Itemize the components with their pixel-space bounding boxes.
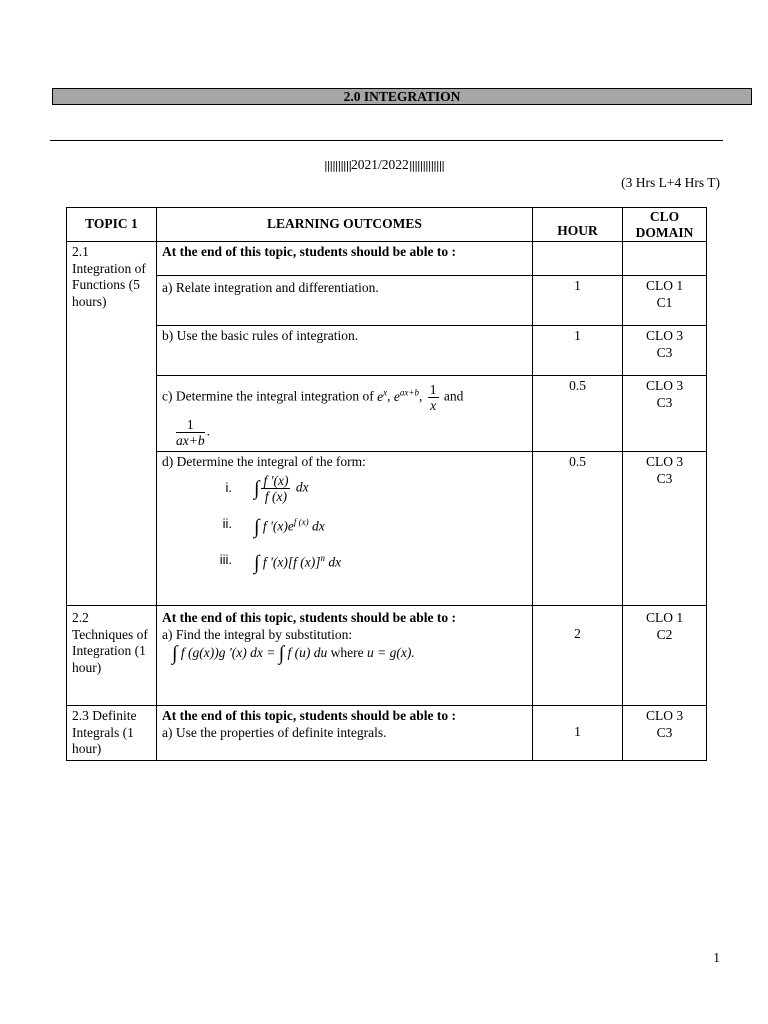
academic-year [0,157,768,173]
year-bars-right: ||||||||||||| [408,159,444,172]
clo-2-1-d: CLO 3 C3 [623,452,707,606]
topic-2-3: 2.3 Definite Integrals (1 hour) [67,706,157,761]
clo-2-3: CLO 3 C3 [623,706,707,761]
page-number: 1 [713,950,720,965]
header-topic: TOPIC 1 [67,208,157,242]
outcome-2-3: At the end of this topic, students should be able to : a) Use the properties of definite integrals. [157,706,533,761]
hours-note: (3 Hrs L+4 Hrs T) [621,175,720,190]
syllabus-table [66,207,707,761]
year-text: 2021/2022 [351,157,409,172]
hour-2-3: 1 [533,706,623,761]
intro-2-1: At the end of this topic, students should be able to : [157,242,533,276]
outcome-2-1-b: b) Use the basic rules of integration. [157,326,533,376]
table-row [67,242,707,276]
section-title: 2.0 INTEGRATION [52,88,752,105]
form-ii: ii. ∫ f '$(x)e^{f (x)}$ dx [222,515,325,538]
formula-1-over-axb: $\frac{1}{ax+b}$ [176,417,205,448]
horizontal-rule [50,140,723,141]
form-i: i. ∫ $\frac{f '(x)}{f (x)}$ dx [225,473,309,504]
hour-2-1-b: 1 [533,326,623,376]
formula-1-over-x: $\frac{1}{x}$ [429,382,437,413]
hour-2-1-a: 1 [533,276,623,326]
clo-2-1-a: CLO 1 C1 [623,276,707,326]
clo-2-1-c: CLO 3 C3 [623,376,707,452]
table-header-row [67,208,707,242]
clo-2-1-b: CLO 3 C3 [623,326,707,376]
hour-2-1-c: 0.5 [533,376,623,452]
header-hour: HOUR [533,208,623,242]
outcome-2-1-d: d) Determine the integral of the form: i. ∫ $\frac{f '(x)}{f (x)}$ dx ii. ∫ f '$(x)e^{f (x)}$ dx iii. ∫ f '(x)[f (x)]$^n$ dx [157,452,533,606]
table-row [67,606,707,706]
year-bars-left: |||||||||| [323,159,352,172]
table-row [67,326,707,376]
topic-2-1: 2.1 Integration of Functions (5 hours) [67,242,157,606]
hour-2-1-d: 0.5 [533,452,623,606]
topic-2-2: 2.2 Techniques of Integration (1 hour) [67,606,157,706]
table-row [67,452,707,606]
formula-ex: $e^x$ [377,387,388,404]
table-row [67,276,707,326]
table-row [67,376,707,452]
outcome-2-1-c: c) Determine the integral integration of $e^x$, $e^{ax+b}$, $\frac{1}{x}$ and $\frac{1}{ax+b}$ . [157,376,533,452]
header-clo: CLO DOMAIN [623,208,707,242]
table-row [67,706,707,761]
hour-2-2: 2 [533,606,623,706]
outcome-2-1-a: a) Relate integration and differentiation. [157,276,533,326]
clo-2-2: CLO 1 C2 [623,606,707,706]
outcome-2-2: At the end of this topic, students should be able to : a) Find the integral by substitution: ∫ f (g(x))g '(x) dx = ∫ f (u) du where u = g(x). [157,606,533,706]
form-iii: iii. ∫ f '(x)[f (x)]$^n$ dx [219,551,342,574]
header-outcomes: LEARNING OUTCOMES [157,208,533,242]
formula-eaxb: $e^{ax+b}$ [393,387,419,404]
